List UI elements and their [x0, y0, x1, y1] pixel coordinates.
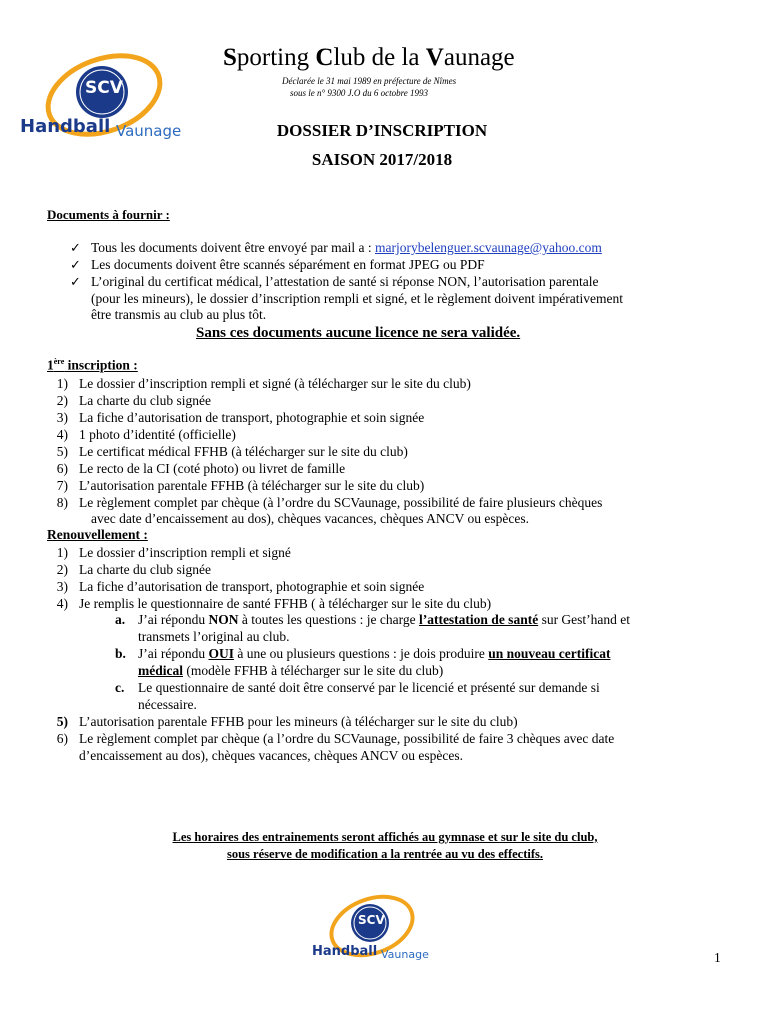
renewal-item-6-l2: d’encaissement au dos), chèques vacances, chèques ANCV ou espèces. [79, 748, 463, 763]
schedule-notice-l2: sous réserve de modification a la rentrée au vu des effectifs. [226, 847, 544, 861]
warning-text: Sans ces documents aucune licence ne sera validée. [196, 325, 521, 341]
subtitle-declaration: Déclarée le 31 mai 1989 en préfecture de Nîmes [282, 76, 457, 86]
check-icon: ✓ [70, 274, 81, 289]
dossier-title: DOSSIER D’INSCRIPTION [276, 121, 488, 140]
schedule-notice-l1: Les horaires des entrainements seront affichés au gymnase et sur le site du club, [172, 830, 598, 844]
subtitle-registration: sous le n° 9300 J.O du 6 octobre 1993 [290, 88, 429, 98]
check-icon: ✓ [70, 257, 81, 272]
logo-initials: SCV [358, 913, 385, 927]
renewal-sub-c-l2: nécessaire. [138, 697, 197, 712]
renewal-sub-a-l2: transmets l’original au club. [138, 629, 290, 644]
first-inscription-heading: 1ère inscription : [47, 357, 138, 373]
renewal-heading: Renouvellement : [47, 527, 148, 542]
club-logo-top [18, 50, 198, 145]
first-item-8-l2: avec date d’encaissement au dos), chèques vacances, chèques ANCV ou espèces. [91, 511, 529, 526]
logo-wordmark-handball: Handball [312, 944, 378, 959]
check-icon: ✓ [70, 240, 81, 255]
doc-item-originals-l3: être transmis au club au plus tôt. [91, 307, 267, 322]
logo-wordmark-vaunage: Vaunage [381, 948, 429, 961]
logo-wordmark-handball: Handball [20, 116, 111, 137]
page-number: 1 [714, 950, 721, 965]
doc-item-originals-l2: (pour les mineurs), le dossier d’inscription rempli et signé, et le règlement doivent impérativement [91, 291, 623, 306]
renewal-sub-b-l2: médical (modèle FFHB à télécharger sur le site du club) [138, 663, 444, 678]
email-link[interactable]: marjorybelenguer.scvaunage@yahoo.com [374, 240, 602, 255]
logo-initials: SCV [85, 78, 123, 98]
club-logo-bottom [308, 888, 438, 968]
documents-heading: Documents à fournir : [47, 207, 170, 222]
logo-wordmark-vaunage: Vaunage [116, 122, 182, 140]
season-title: SAISON 2017/2018 [311, 150, 453, 169]
club-title: Sporting Club de la Vaunage [223, 44, 515, 71]
